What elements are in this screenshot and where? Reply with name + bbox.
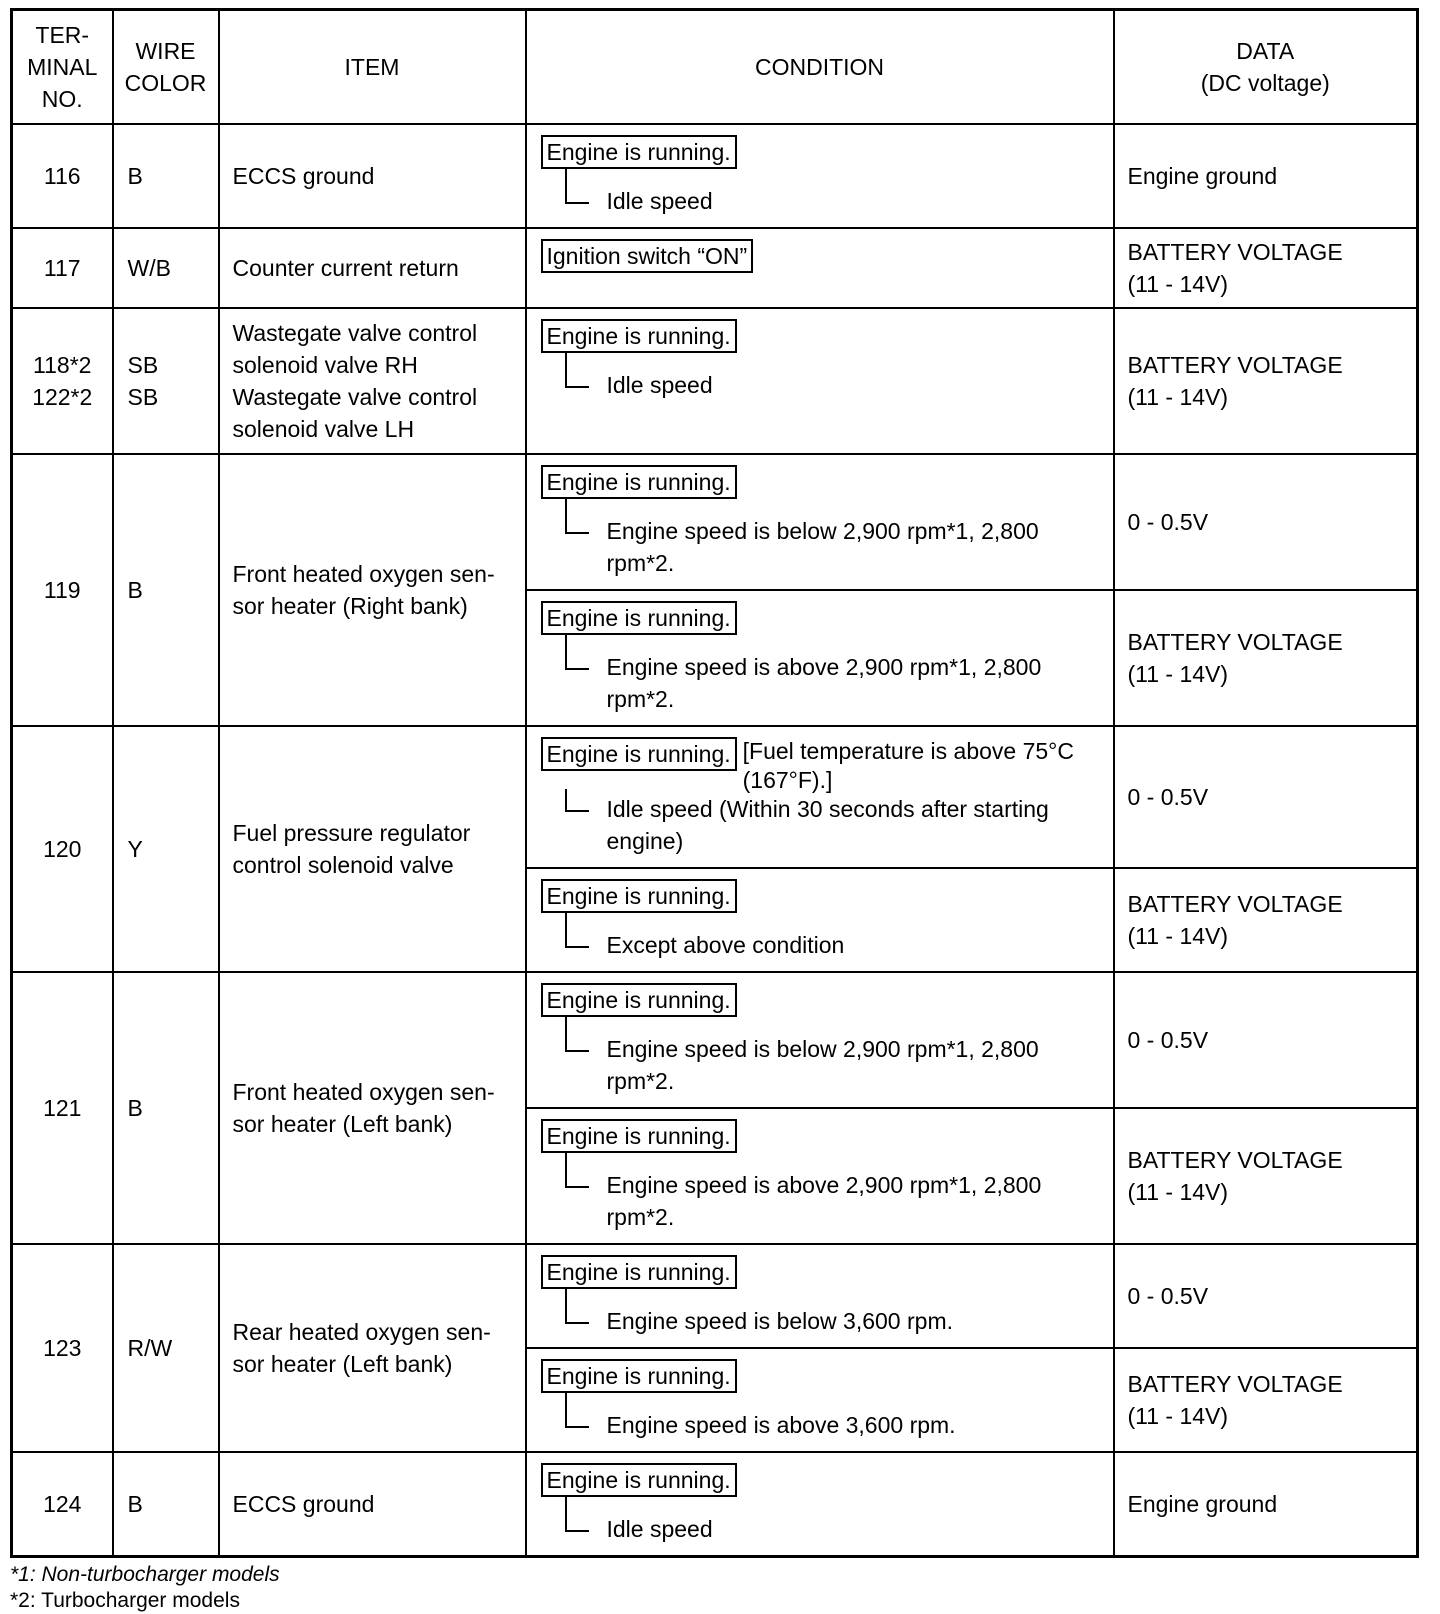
condition-detail — [607, 651, 1099, 715]
item-text: Fuel pressure regulator — [232, 820, 471, 846]
elbow-connector — [565, 351, 589, 388]
terminal-cell — [12, 972, 113, 1244]
condition-cell — [526, 1244, 1114, 1348]
terminal-cell — [12, 308, 113, 454]
data-value: (11 - 14V) — [1127, 661, 1229, 687]
item-cell — [219, 124, 526, 228]
terminal-number: 122*2 — [32, 384, 93, 410]
data-value: (11 - 14V) — [1127, 271, 1229, 297]
data-value: (11 - 14V) — [1127, 1403, 1229, 1429]
wire-color-cell — [113, 1244, 219, 1452]
condition-box-row — [541, 1255, 1099, 1289]
item-text: Counter current return — [232, 255, 459, 281]
condition-cell — [526, 1452, 1114, 1557]
condition-detail — [607, 793, 1099, 857]
condition-note: [Fuel temperature is above 75°C (167°F).] — [742, 738, 1074, 793]
condition-box-row — [541, 983, 1099, 1017]
data-value: (11 - 14V) — [1127, 1179, 1229, 1205]
item-text: Rear heated oxygen sen- — [232, 1319, 491, 1345]
condition-box: Engine is running. — [541, 1359, 737, 1393]
table-body — [12, 124, 1418, 1557]
condition-cell — [526, 1348, 1114, 1452]
condition-cell — [526, 972, 1114, 1108]
terminal-number: 123 — [43, 1335, 82, 1361]
data-cell — [1114, 726, 1418, 868]
item-cell — [219, 308, 526, 454]
table-row — [12, 972, 1418, 1108]
condition-detail — [607, 1305, 1099, 1337]
item-cell — [219, 972, 526, 1244]
table-row — [12, 228, 1418, 308]
terminal-cell — [12, 124, 113, 228]
data-cell — [1114, 454, 1418, 590]
item-text: solenoid valve LH — [232, 416, 415, 442]
data-value: BATTERY VOLTAGE — [1127, 629, 1343, 655]
table-row — [12, 124, 1418, 228]
data-cell — [1114, 1452, 1418, 1557]
condition-box: Engine is running. — [541, 135, 737, 169]
condition-detail-text: Idle speed (Within 30 seconds after starting engine) — [606, 796, 1049, 854]
wire-color-cell — [113, 308, 219, 454]
elbow-connector — [565, 911, 589, 948]
data-value: 0 - 0.5V — [1127, 509, 1209, 535]
condition-box: Ignition switch “ON” — [541, 239, 754, 273]
terminal-cell — [12, 1244, 113, 1452]
terminal-cell — [12, 726, 113, 972]
footnote-2: *2: Turbocharger models — [10, 1589, 240, 1612]
wire-color: B — [127, 1491, 143, 1517]
terminal-number: 119 — [43, 577, 81, 603]
data-value: Engine ground — [1127, 1491, 1278, 1517]
condition-detail — [607, 369, 1099, 401]
condition-detail — [607, 1169, 1099, 1233]
condition-detail — [607, 515, 1099, 579]
condition-cell — [526, 308, 1114, 454]
header-data: DATA (DC voltage) — [1114, 10, 1418, 125]
terminal-cell — [12, 454, 113, 726]
data-value: Engine ground — [1127, 163, 1278, 189]
data-value: BATTERY VOLTAGE — [1127, 239, 1343, 265]
wire-color-cell — [113, 1452, 219, 1557]
item-text: control solenoid valve — [232, 852, 454, 878]
item-text: ECCS ground — [232, 163, 375, 189]
wire-color-cell — [113, 228, 219, 308]
terminal-number: 117 — [43, 255, 81, 281]
condition-box-row — [541, 1119, 1099, 1153]
terminal-number: 120 — [43, 836, 82, 862]
item-text: Front heated oxygen sen- — [232, 561, 495, 587]
wire-color-cell — [113, 124, 219, 228]
terminal-number: 118*2 — [33, 352, 92, 378]
data-cell — [1114, 590, 1418, 726]
condition-box-row — [541, 601, 1099, 635]
item-cell — [219, 454, 526, 726]
footnotes — [10, 1562, 1416, 1614]
wire-color: R/W — [127, 1335, 173, 1361]
elbow-connector — [565, 1015, 589, 1052]
condition-detail — [607, 1513, 1099, 1545]
item-cell — [219, 1244, 526, 1452]
condition-box-row — [541, 737, 1099, 795]
table-row — [12, 454, 1418, 590]
terminal-number: 124 — [43, 1491, 82, 1517]
condition-detail-text: Idle speed — [606, 188, 713, 214]
condition-detail — [607, 1033, 1099, 1097]
ecm-terminal-table — [10, 8, 1419, 1558]
condition-detail — [607, 929, 1099, 961]
wire-color: B — [127, 577, 143, 603]
item-cell — [219, 228, 526, 308]
data-value: 0 - 0.5V — [1127, 784, 1209, 810]
condition-box: Engine is running. — [541, 1463, 737, 1497]
condition-cell — [526, 868, 1114, 972]
item-cell — [219, 1452, 526, 1557]
data-cell — [1114, 1348, 1418, 1452]
header-wire-color: WIRE COLOR — [113, 10, 219, 125]
data-cell — [1114, 228, 1418, 308]
elbow-connector — [565, 1495, 589, 1532]
item-text: ECCS ground — [232, 1491, 375, 1517]
condition-box-row — [541, 319, 1099, 353]
table-row — [12, 308, 1418, 454]
data-value: BATTERY VOLTAGE — [1127, 1371, 1343, 1397]
condition-box-row — [541, 1463, 1099, 1497]
condition-box: Engine is running. — [541, 465, 737, 499]
wire-color: B — [127, 1095, 143, 1121]
condition-box: Engine is running. — [541, 879, 737, 913]
condition-box: Engine is running. — [541, 1119, 737, 1153]
terminal-number: 116 — [43, 163, 81, 189]
elbow-connector — [565, 167, 589, 204]
condition-box-row — [541, 135, 1099, 169]
item-text: Wastegate valve control — [232, 384, 478, 410]
data-value: BATTERY VOLTAGE — [1127, 1147, 1343, 1173]
condition-detail — [607, 1409, 1099, 1441]
terminal-table-sheet — [10, 8, 1416, 1614]
wire-color: W/B — [127, 255, 171, 281]
condition-box: Engine is running. — [541, 319, 737, 353]
elbow-connector — [565, 1391, 589, 1428]
data-value: 0 - 0.5V — [1127, 1027, 1209, 1053]
data-cell — [1114, 308, 1418, 454]
table-header-row — [12, 10, 1418, 125]
wire-color: B — [127, 163, 143, 189]
header-item: ITEM — [219, 10, 526, 125]
item-text: Wastegate valve control — [232, 320, 478, 346]
condition-detail-text: Idle speed — [606, 1516, 713, 1542]
condition-detail-text: Engine speed is below 2,900 rpm*1, 2,800 rpm*2. — [606, 518, 1039, 576]
condition-cell — [526, 726, 1114, 868]
condition-cell — [526, 228, 1114, 308]
condition-cell — [526, 124, 1114, 228]
condition-detail-text: Engine speed is above 2,900 rpm*1, 2,800 rpm*2. — [606, 654, 1042, 712]
condition-cell — [526, 454, 1114, 590]
condition-detail-text: Engine speed is above 3,600 rpm. — [606, 1412, 956, 1438]
header-terminal-no: TER- MINAL NO. — [12, 10, 113, 125]
data-cell — [1114, 124, 1418, 228]
elbow-connector — [565, 1151, 589, 1188]
table-row — [12, 1244, 1418, 1348]
condition-detail-text: Idle speed — [606, 372, 713, 398]
condition-box-row — [541, 239, 1099, 273]
table-row — [12, 1452, 1418, 1557]
condition-detail-text: Except above condition — [606, 932, 845, 958]
data-cell — [1114, 972, 1418, 1108]
item-cell — [219, 726, 526, 972]
data-value: (11 - 14V) — [1127, 923, 1229, 949]
data-cell — [1114, 1244, 1418, 1348]
data-value: (11 - 14V) — [1127, 384, 1229, 410]
table-row — [12, 726, 1418, 868]
wire-color-cell — [113, 726, 219, 972]
wire-color: Y — [127, 836, 143, 862]
item-text: sor heater (Right bank) — [232, 593, 468, 619]
condition-cell — [526, 590, 1114, 726]
wire-color: SB — [127, 352, 159, 378]
wire-color-cell — [113, 454, 219, 726]
elbow-connector — [565, 789, 589, 812]
item-text: sor heater (Left bank) — [232, 1111, 453, 1137]
terminal-cell — [12, 1452, 113, 1557]
condition-box-row — [541, 1359, 1099, 1393]
data-cell — [1114, 868, 1418, 972]
wire-color-cell — [113, 972, 219, 1244]
elbow-connector — [565, 497, 589, 534]
header-condition: CONDITION — [526, 10, 1114, 125]
condition-box: Engine is running. — [541, 601, 737, 635]
condition-detail — [607, 185, 1099, 217]
condition-box: Engine is running. — [541, 983, 737, 1017]
condition-box: Engine is running. — [541, 1255, 737, 1289]
data-value: BATTERY VOLTAGE — [1127, 352, 1343, 378]
condition-detail-text: Engine speed is below 2,900 rpm*1, 2,800 rpm*2. — [606, 1036, 1039, 1094]
item-text: sor heater (Left bank) — [232, 1351, 453, 1377]
data-value: BATTERY VOLTAGE — [1127, 891, 1343, 917]
condition-box-row — [541, 465, 1099, 499]
item-text: solenoid valve RH — [232, 352, 418, 378]
elbow-connector — [565, 1287, 589, 1324]
condition-detail-text: Engine speed is above 2,900 rpm*1, 2,800 rpm*2. — [606, 1172, 1042, 1230]
condition-box-row — [541, 879, 1099, 913]
data-cell — [1114, 1108, 1418, 1244]
condition-box: Engine is running. — [541, 737, 737, 771]
elbow-connector — [565, 633, 589, 670]
data-value: 0 - 0.5V — [1127, 1283, 1209, 1309]
wire-color: SB — [127, 384, 159, 410]
condition-cell — [526, 1108, 1114, 1244]
terminal-number: 121 — [43, 1095, 82, 1121]
item-text: Front heated oxygen sen- — [232, 1079, 495, 1105]
condition-detail-text: Engine speed is below 3,600 rpm. — [606, 1308, 953, 1334]
footnote-1: *1: Non-turbocharger models — [10, 1563, 280, 1586]
terminal-cell — [12, 228, 113, 308]
